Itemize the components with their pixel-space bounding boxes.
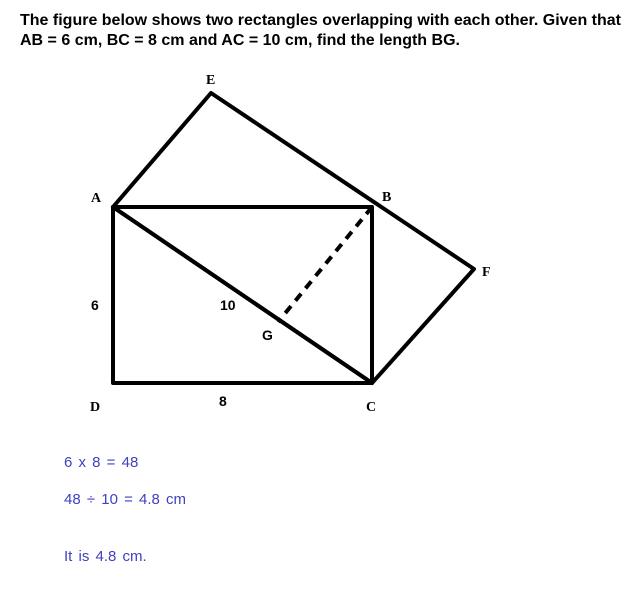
label-b: B <box>382 190 392 205</box>
working-line-2: 48 ÷ 10 = 4.8 cm <box>64 491 187 508</box>
answer-text: It is 4.8 cm. <box>64 548 147 565</box>
question-text: The figure below shows two rectangles overlapping with each other. Given that AB = 6 cm, BC = 8 cm and AC = 10 cm, find the length BG. <box>20 12 621 49</box>
rectangle-aefc <box>113 93 474 383</box>
length-ac: 10 <box>220 297 236 313</box>
label-g: G <box>262 327 273 343</box>
dashed-bg <box>278 207 372 322</box>
label-a: A <box>91 191 102 206</box>
label-f: F <box>482 265 491 280</box>
label-c: C <box>366 400 377 415</box>
label-d: D <box>90 400 101 415</box>
label-e: E <box>206 73 216 88</box>
length-dc: 8 <box>219 393 227 409</box>
working-line-1: 6 x 8 = 48 <box>64 454 139 471</box>
diagonal-ac <box>113 207 372 383</box>
length-ad: 6 <box>91 297 99 313</box>
